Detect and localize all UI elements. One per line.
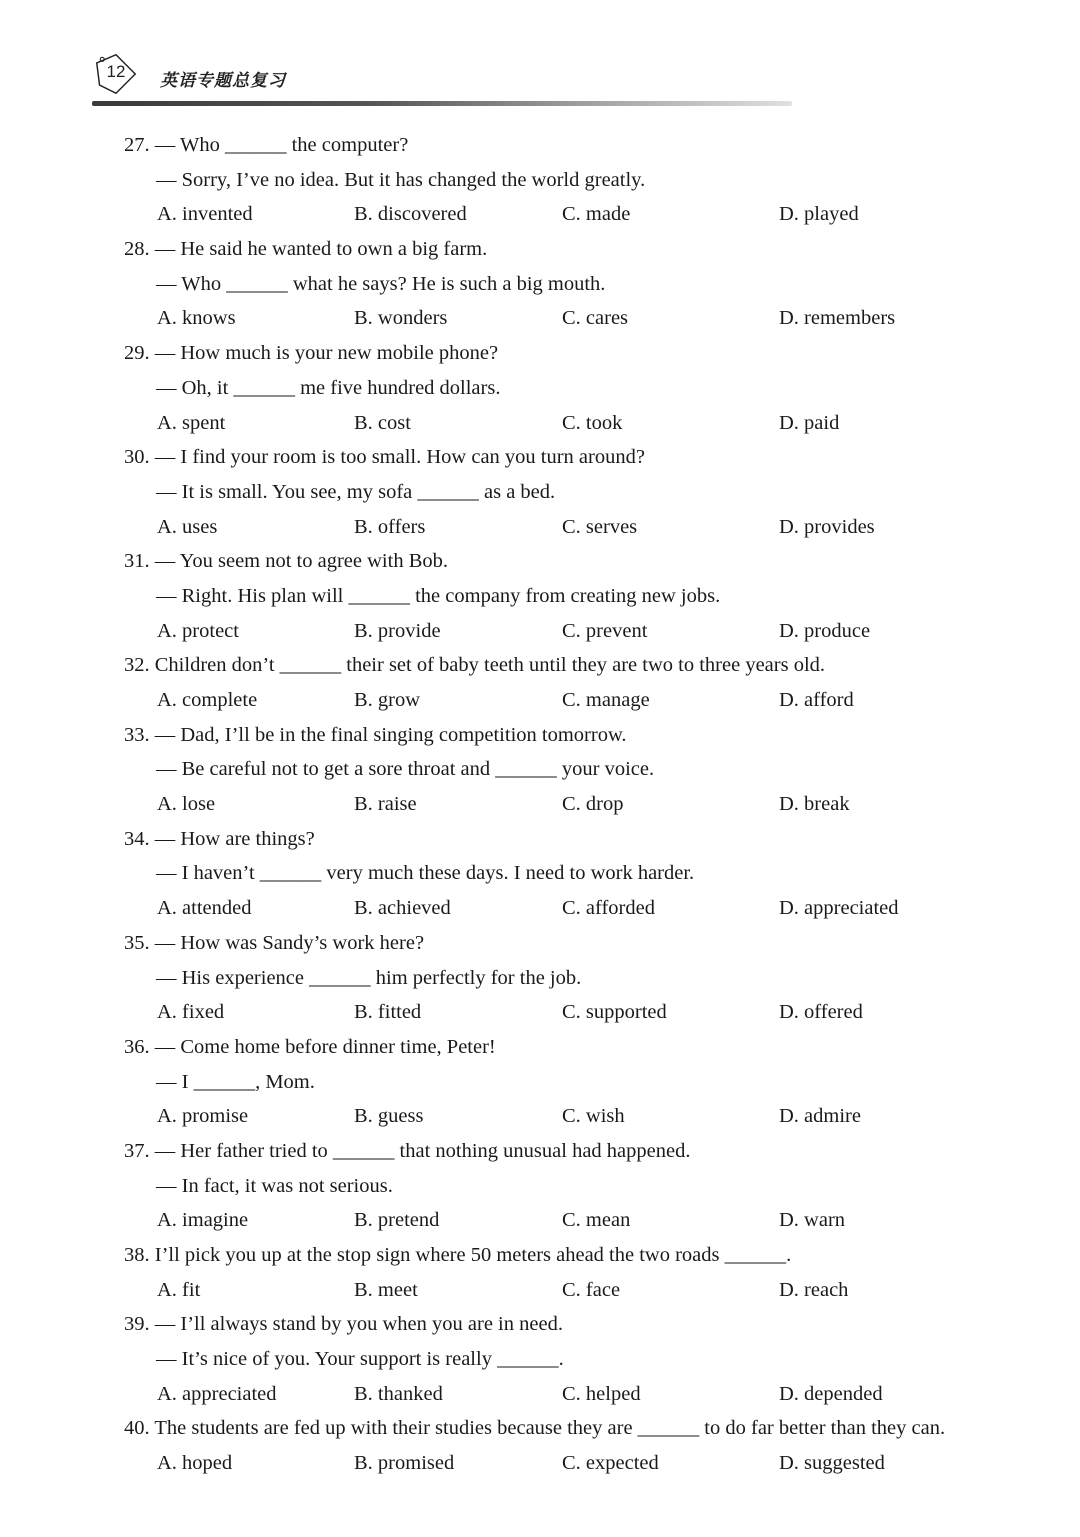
- answer-option-c: C. took: [562, 411, 623, 434]
- question-stem: [124, 1307, 1004, 1342]
- answer-options: [124, 1377, 1004, 1412]
- question-reply: [124, 475, 1004, 510]
- answer-option-a: A. knows: [157, 307, 236, 330]
- question-text: — Her father tried to ______ that nothing unusual had happened.: [154, 1139, 691, 1162]
- question-text: — How was Sandy’s work here?: [154, 931, 425, 954]
- answer-option-c: C. mean: [562, 1209, 631, 1232]
- question-stem: [124, 1238, 1004, 1273]
- question-text: Children don’t ______ their set of baby teeth until they are two to three years old.: [154, 654, 826, 677]
- answer-option-d: D. offered: [779, 1001, 863, 1024]
- answer-option-c: C. cares: [562, 307, 629, 330]
- question-item: [124, 718, 1004, 822]
- question-number: 39.: [124, 1313, 150, 1336]
- answer-option-d: D. depended: [779, 1382, 883, 1405]
- question-number: 36.: [124, 1035, 150, 1058]
- question-text: — He said he wanted to own a big farm.: [154, 238, 488, 261]
- answer-option-b: B. achieved: [354, 897, 451, 920]
- question-number: 34.: [124, 827, 150, 850]
- answer-option-d: D. produce: [779, 619, 871, 642]
- answer-option-a: A. promise: [157, 1105, 249, 1128]
- answer-options: [124, 1273, 1004, 1308]
- question-number: 32.: [124, 654, 150, 677]
- question-text: — It’s nice of you. Your support is really ______.: [156, 1348, 564, 1371]
- question-stem: [124, 1030, 1004, 1065]
- question-number: 28.: [124, 238, 150, 261]
- answer-option-d: D. warn: [779, 1209, 846, 1232]
- answer-option-b: B. wonders: [354, 307, 448, 330]
- question-stem: [124, 1134, 1004, 1169]
- question-item: [124, 1134, 1004, 1238]
- answer-option-c: C. helped: [562, 1382, 641, 1405]
- question-text: — Oh, it ______ me five hundred dollars.: [156, 376, 501, 399]
- answer-option-d: D. reach: [779, 1278, 849, 1301]
- answer-options: [124, 1446, 1004, 1481]
- question-number: 27.: [124, 134, 150, 156]
- answer-options: [124, 891, 1004, 926]
- question-reply: [124, 1342, 1004, 1377]
- question-item: [124, 128, 1004, 232]
- question-stem: [124, 128, 1004, 163]
- answer-option-a: A. fit: [157, 1278, 201, 1301]
- question-text: The students are fed up with their studies because they are ______ to do far better than they can.: [154, 1417, 946, 1440]
- question-reply: [124, 752, 1004, 787]
- question-stem: [124, 718, 1004, 753]
- question-number: 30.: [124, 446, 150, 469]
- answer-option-c: C. drop: [562, 793, 624, 816]
- answer-option-a: A. complete: [157, 689, 258, 711]
- answer-option-b: B. discovered: [354, 203, 467, 226]
- question-reply: [124, 163, 1004, 198]
- answer-option-a: A. appreciated: [157, 1382, 277, 1405]
- answer-option-c: C. supported: [562, 1001, 667, 1024]
- answer-option-c: C. made: [562, 203, 631, 226]
- answer-option-c: C. serves: [562, 515, 638, 538]
- header-rule: [92, 101, 792, 106]
- answer-option-c: C. prevent: [562, 619, 648, 642]
- question-text: — Be careful not to get a sore throat and ______ your voice.: [156, 758, 655, 781]
- answer-options: [124, 510, 1004, 545]
- answer-option-d: D. suggested: [779, 1452, 885, 1475]
- question-text: — I find your room is too small. How can you turn around?: [154, 446, 645, 469]
- question-text: — How much is your new mobile phone?: [154, 342, 499, 365]
- answer-option-d: D. admire: [779, 1105, 861, 1128]
- question-text: — I’ll always stand by you when you are in need.: [154, 1313, 563, 1336]
- question-item: [124, 648, 1004, 717]
- question-item: [124, 822, 1004, 926]
- question-reply: [124, 1169, 1004, 1204]
- question-item: [124, 232, 1004, 336]
- question-text: — In fact, it was not serious.: [156, 1174, 393, 1197]
- question-reply: [124, 267, 1004, 302]
- question-item: [124, 1411, 1004, 1480]
- answer-option-d: D. paid: [779, 411, 840, 434]
- question-stem: [124, 232, 1004, 267]
- question-stem: [124, 648, 1004, 683]
- answer-option-b: B. fitted: [354, 1001, 422, 1024]
- book-title: 英语专题总复习: [160, 71, 286, 91]
- question-text: — Come home before dinner time, Peter!: [154, 1035, 496, 1058]
- answer-option-b: B. promised: [354, 1452, 455, 1475]
- answer-options: [124, 1099, 1004, 1134]
- answer-option-b: B. cost: [354, 411, 411, 434]
- question-stem: [124, 336, 1004, 371]
- question-item: [124, 440, 1004, 544]
- question-item: [124, 1238, 1004, 1307]
- question-item: [124, 336, 1004, 440]
- question-list: [124, 128, 1004, 1481]
- question-number: 29.: [124, 342, 150, 365]
- question-stem: [124, 822, 1004, 857]
- page-number: 12: [106, 62, 126, 81]
- answer-option-b: B. grow: [354, 689, 421, 711]
- answer-option-d: D. afford: [779, 689, 854, 711]
- answer-option-c: C. manage: [562, 689, 650, 711]
- answer-option-b: B. guess: [354, 1105, 424, 1128]
- answer-options: [124, 683, 1004, 718]
- question-stem: [124, 440, 1004, 475]
- question-text: I’ll pick you up at the stop sign where 50 meters ahead the two roads ______.: [154, 1244, 792, 1266]
- question-number: 31.: [124, 550, 150, 573]
- question-text: — His experience ______ him perfectly for the job.: [156, 966, 582, 989]
- question-text: — I ______, Mom.: [156, 1070, 315, 1093]
- question-stem: [124, 544, 1004, 579]
- question-number: 33.: [124, 723, 150, 746]
- question-item: [124, 1307, 1004, 1411]
- answer-option-a: A. hoped: [157, 1452, 233, 1475]
- question-number: 37.: [124, 1139, 150, 1162]
- question-text: — I haven’t ______ very much these days. I need to work harder.: [156, 862, 695, 885]
- answer-option-b: B. raise: [354, 793, 417, 816]
- answer-option-b: B. meet: [354, 1278, 418, 1301]
- question-reply: [124, 1065, 1004, 1100]
- question-stem: [124, 926, 1004, 961]
- question-number: 38.: [124, 1244, 150, 1266]
- question-reply: [124, 371, 1004, 406]
- answer-option-a: A. imagine: [157, 1209, 249, 1232]
- question-text: — Dad, I’ll be in the final singing competition tomorrow.: [154, 723, 627, 746]
- question-text: — You seem not to agree with Bob.: [154, 550, 448, 573]
- answer-option-d: D. remembers: [779, 307, 896, 330]
- answer-option-a: A. spent: [157, 411, 226, 434]
- answer-option-c: C. wish: [562, 1105, 625, 1128]
- answer-option-b: B. provide: [354, 619, 441, 642]
- question-number: 40.: [124, 1417, 150, 1440]
- answer-option-d: D. provides: [779, 515, 875, 538]
- answer-options: [124, 197, 1004, 232]
- question-text: — Who ______ what he says? He is such a big mouth.: [156, 272, 606, 295]
- answer-options: [124, 301, 1004, 336]
- answer-option-b: B. pretend: [354, 1209, 440, 1232]
- question-item: [124, 926, 1004, 1030]
- question-text: — It is small. You see, my sofa ______ as a bed.: [156, 480, 556, 503]
- answer-options: [124, 1203, 1004, 1238]
- answer-options: [124, 995, 1004, 1030]
- page-header: [92, 48, 792, 108]
- question-text: — Right. His plan will ______ the company from creating new jobs.: [156, 584, 721, 607]
- answer-option-a: A. fixed: [157, 1001, 225, 1024]
- answer-option-c: C. expected: [562, 1452, 659, 1475]
- answer-option-a: A. invented: [157, 203, 253, 226]
- answer-option-a: A. attended: [157, 897, 252, 920]
- answer-option-d: D. played: [779, 203, 859, 226]
- answer-options: [124, 406, 1004, 441]
- question-text: — Who ______ the computer?: [154, 134, 409, 156]
- answer-option-a: A. protect: [157, 619, 239, 642]
- question-item: [124, 1030, 1004, 1134]
- answer-options: [124, 787, 1004, 822]
- answer-option-c: C. afforded: [562, 897, 655, 920]
- answer-option-b: B. offers: [354, 515, 426, 538]
- question-reply: [124, 856, 1004, 891]
- answer-option-a: A. lose: [157, 793, 216, 816]
- answer-options: [124, 614, 1004, 649]
- question-reply: [124, 579, 1004, 614]
- question-item: [124, 544, 1004, 648]
- question-text: — Sorry, I’ve no idea. But it has changed the world greatly.: [156, 168, 646, 191]
- question-reply: [124, 961, 1004, 996]
- answer-option-d: D. appreciated: [779, 897, 899, 920]
- question-number: 35.: [124, 931, 150, 954]
- answer-option-c: C. face: [562, 1278, 621, 1301]
- answer-option-a: A. uses: [157, 515, 218, 538]
- answer-option-b: B. thanked: [354, 1382, 443, 1405]
- answer-option-d: D. break: [779, 793, 850, 816]
- question-text: — How are things?: [154, 827, 315, 850]
- question-stem: [124, 1411, 1004, 1446]
